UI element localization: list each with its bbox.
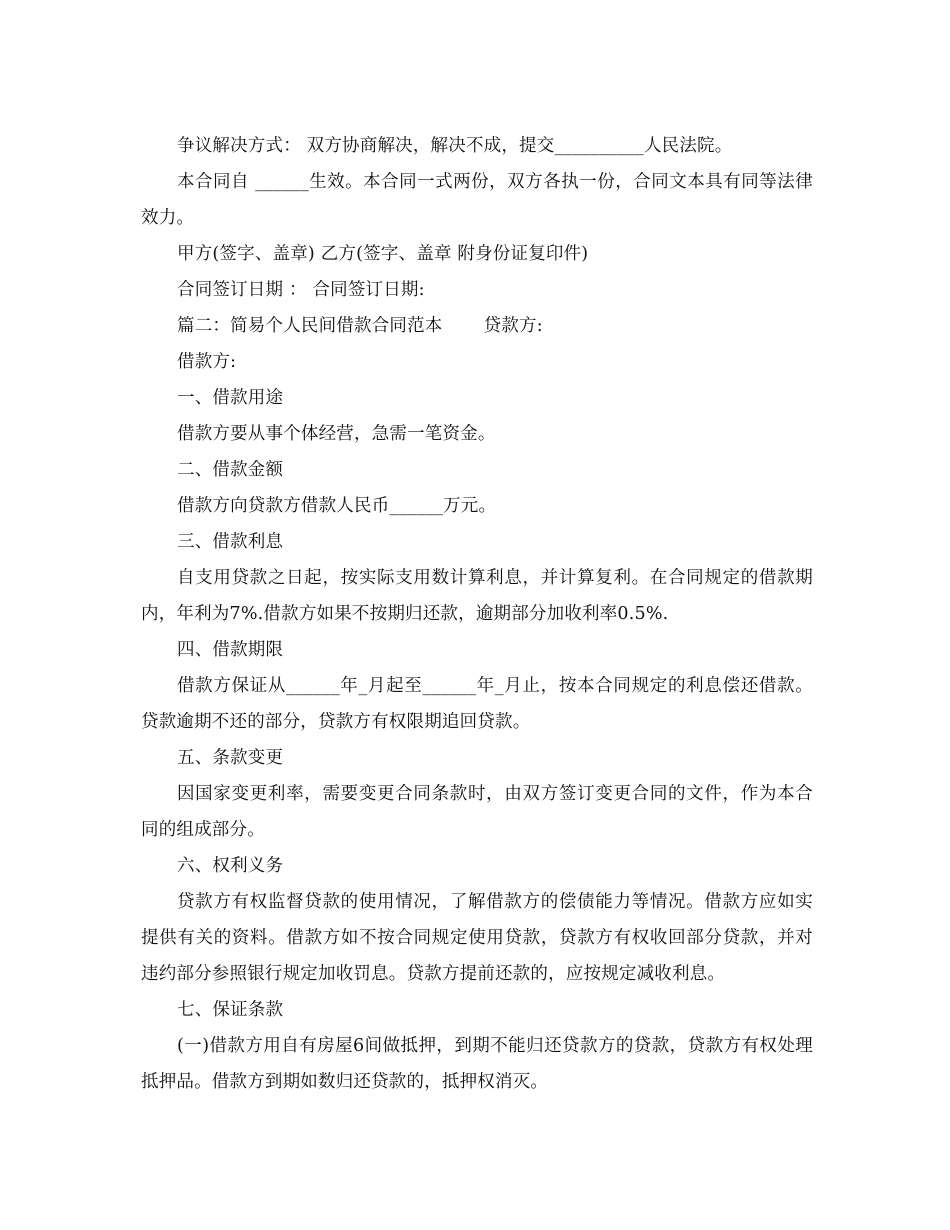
heading-loan-purpose: 一、借款用途 — [177, 388, 284, 408]
heading-clause-change: 五、条款变更 — [177, 748, 284, 768]
clause-change-paragraph: 因国家变更利率，需要变更合同条款时，由双方签订变更合同的文件，作为本合同的组成部分。 — [141, 784, 813, 840]
loan-purpose-paragraph: 借款方要从事个体经营，急需一笔资金。 — [177, 424, 496, 444]
loan-amount-paragraph: 借款方向贷款方借款人民币______万元。 — [177, 496, 497, 516]
heading-rights-obligations: 六、权利义务 — [177, 856, 284, 876]
heading-loan-amount: 二、借款金额 — [177, 460, 284, 480]
rights-obligations-paragraph: 贷款方有权监督贷款的使用情况，了解借款方的偿债能力等情况。借款方应如实提供有关的资料。借款方如不按合同规定使用贷款，贷款方有权收回部分贷款，并对违约部分参照银行规定加收罚息。贷款方提前还款的，应按规定减收利息。 — [141, 892, 813, 984]
section-title-part-two: 篇二：简易个人民间借款合同范本 贷款方: — [177, 316, 543, 336]
guarantee-clause-paragraph: (一)借款方用自有房屋6间做抵押，到期不能归还贷款方的贷款，贷款方有权处理抵押品。借款方到期如数归还贷款的，抵押权消灭。 — [141, 1036, 813, 1092]
signing-date-line: 合同签订日期 ： 合同签订日期: — [177, 280, 425, 300]
signature-line: 甲方(签字、盖章) 乙方(签字、盖章 附身份证复印件) — [177, 244, 589, 264]
dispute-resolution-paragraph: 争议解决方式： 双方协商解决，解决不成，提交__________人民法院。 — [177, 136, 733, 156]
heading-loan-term: 四、借款期限 — [177, 640, 284, 660]
loan-interest-paragraph: 自支用贷款之日起，按实际支用数计算利息，并计算复利。在合同规定的借款期内，年利为7%.借款方如果不按期归还款，逾期部分加收利率0.5%. — [141, 568, 813, 624]
document-body — [141, 128, 813, 1100]
loan-term-paragraph: 借款方保证从______年_月起至______年_月止，按本合同规定的利息偿还借款。贷款逾期不还的部分，贷款方有权限期追回贷款。 — [141, 676, 813, 732]
effectiveness-paragraph: 本合同自 ______生效。本合同一式两份，双方各执一份，合同文本具有同等法律效力。 — [141, 172, 813, 228]
heading-guarantee-clause: 七、保证条款 — [177, 1000, 284, 1020]
heading-loan-interest: 三、借款利息 — [177, 532, 284, 552]
borrower-line: 借款方: — [177, 352, 237, 372]
